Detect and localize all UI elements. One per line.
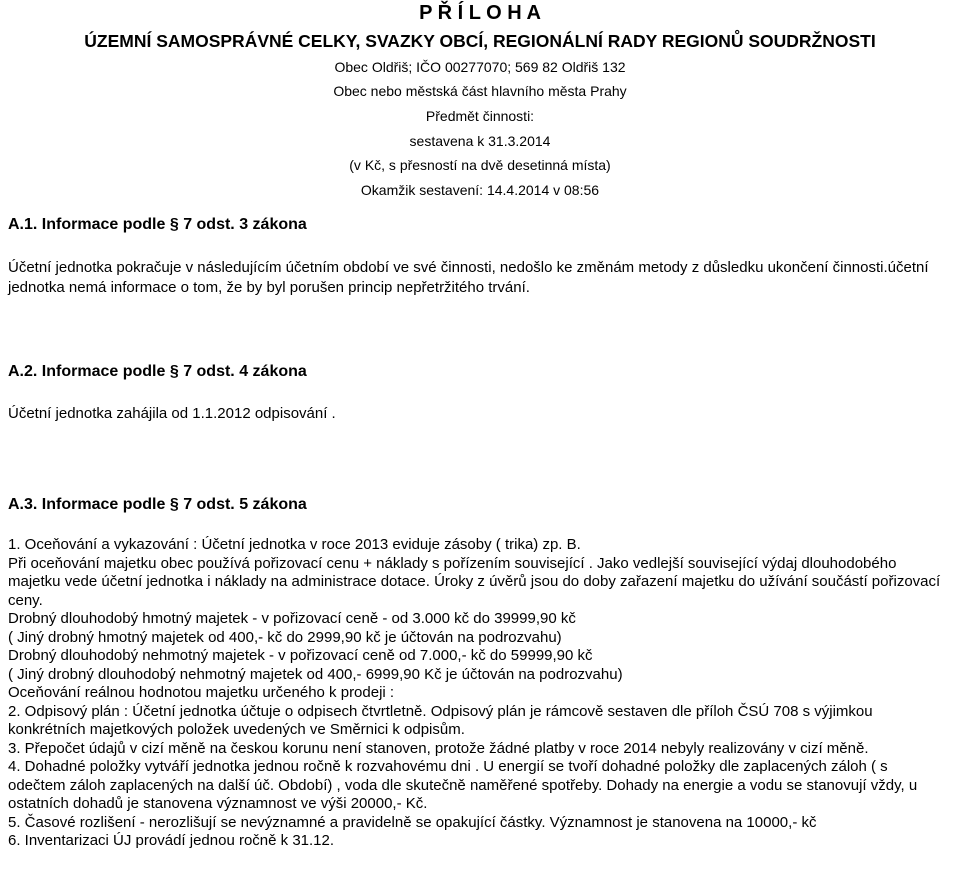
header-line-currency: (v Kč, s přesností na dvě desetinná místa)	[349, 157, 611, 173]
header-line-type: Obec nebo městská část hlavního města Prahy	[333, 83, 627, 99]
list-item: 2. Odpisový plán : Účetní jednotka účtuje o odpisech čtvrtletně. Odpisový plán je rámcově sestaven dle příloh ČSÚ 708 s výjimkou konkrétních majetkových položek uvedených ve Směrnici k odpisům.	[8, 702, 873, 738]
section-a2-text: Účetní jednotka zahájila od 1.1.2012 odpisování .	[8, 405, 336, 422]
section-a3-heading-post: 7 odst. 5 zákona	[183, 496, 307, 513]
list-item: 5. Časové rozlišení - nerozlišují se nevýznamné a pravidelně se opakující částky. Významnost je stanovena na 10000,- kč	[8, 813, 817, 831]
list-item: 4. Dohadné položky vytváří jednotka jednou ročně k rozvahovému dni . U energií se tvoří dohadné položky dle zaplacených záloh ( s odečtem záloh zaplacených na další úč. Období) , voda dle skutečně naměřené spotřeby. Dohady na energie a vodu se stanovují vždy, u ostatních dohadů je stanovena významnost ve výši 20000,- Kč.	[8, 758, 918, 812]
paragraph-sign-icon: §	[169, 216, 179, 233]
section-a2-heading-post: 7 odst. 4 zákona	[183, 363, 307, 380]
list-item: 1. Oceňování a vykazování : Účetní jednotka v roce 2013 eviduje zásoby ( trika) zp. B.	[8, 536, 581, 553]
page-title: P Ř Í L O H A	[419, 2, 541, 24]
section-a2-heading	[8, 363, 307, 381]
section-a1-text: Účetní jednotka pokračuje v následujícím účetním období ve své činnosti, nedošlo ke změnám metody z důsledku ukončení činnosti.účetní jednotka nemá informace o tom, že by byl porušen princip nepřetržitého trvání.	[8, 259, 929, 296]
section-a3-heading	[8, 496, 307, 514]
section-a1-heading-pre: A.1. Informace podle	[8, 216, 166, 233]
list-item: Oceňování reálnou hodnotou majetku určeného k prodeji :	[8, 684, 395, 701]
header-line-activity: Předmět činnosti:	[425, 108, 535, 124]
section-a1-heading-post: 7 odst. 3 zákona	[183, 216, 307, 233]
list-item: Drobný dlouhodobý hmotný majetek - v pořizovací ceně - od 3.000 kč do 39999,90 kč	[8, 610, 576, 627]
list-item: ( Jiný drobný hmotný majetek od 400,- kč do 2999,90 kč je účtován na podrozvahu)	[8, 628, 562, 646]
section-a1-heading	[8, 216, 307, 234]
paragraph-sign-icon: §	[169, 363, 179, 380]
section-a2-heading-pre: A.2. Informace podle	[8, 363, 166, 380]
list-item: 3. Přepočet údajů v cizí měně na českou korunu není stanoven, protože žádné platby v roce 2014 nebyly realizovány v cizí měně.	[8, 739, 869, 757]
header-line-date: sestavena k 31.3.2014	[409, 133, 551, 149]
list-item: 6. Inventarizaci ÚJ provádí jednou ročně k 31.12.	[8, 832, 335, 849]
header-line-entity: Obec Oldřiš; IČO 00277070; 569 82 Oldřiš 132	[334, 59, 626, 75]
list-item: ( Jiný drobný dlouhodobý nehmotný majetek od 400,- 6999,90 Kč je účtován na podrozvahu)	[8, 665, 623, 683]
paragraph-sign-icon: §	[169, 496, 179, 513]
section-a3-body	[8, 536, 948, 851]
list-item: Drobný dlouhodobý nehmotný majetek - v pořizovací ceně od 7.000,- kč do 59999,90 kč	[8, 647, 593, 664]
header-line-timestamp: Okamžik sestavení: 14.4.2014 v 08:56	[360, 182, 600, 198]
section-a3-heading-pre: A.3. Informace podle	[8, 496, 166, 513]
page-subtitle: ÚZEMNÍ SAMOSPRÁVNÉ CELKY, SVAZKY OBCÍ, REGIONÁLNÍ RADY REGIONŮ SOUDRŽNOSTI	[84, 31, 876, 51]
list-item: Při oceňování majetku obec používá pořizovací cenu + náklady s pořízením související . Jako vedlejší související výdaj dlouhodobého majetku vede účetní jednotka i náklady na administrace dotace. Úroky z úvěrů jsou do doby zařazení majetku do užívání součástí pořizovací ceny.	[8, 554, 941, 609]
